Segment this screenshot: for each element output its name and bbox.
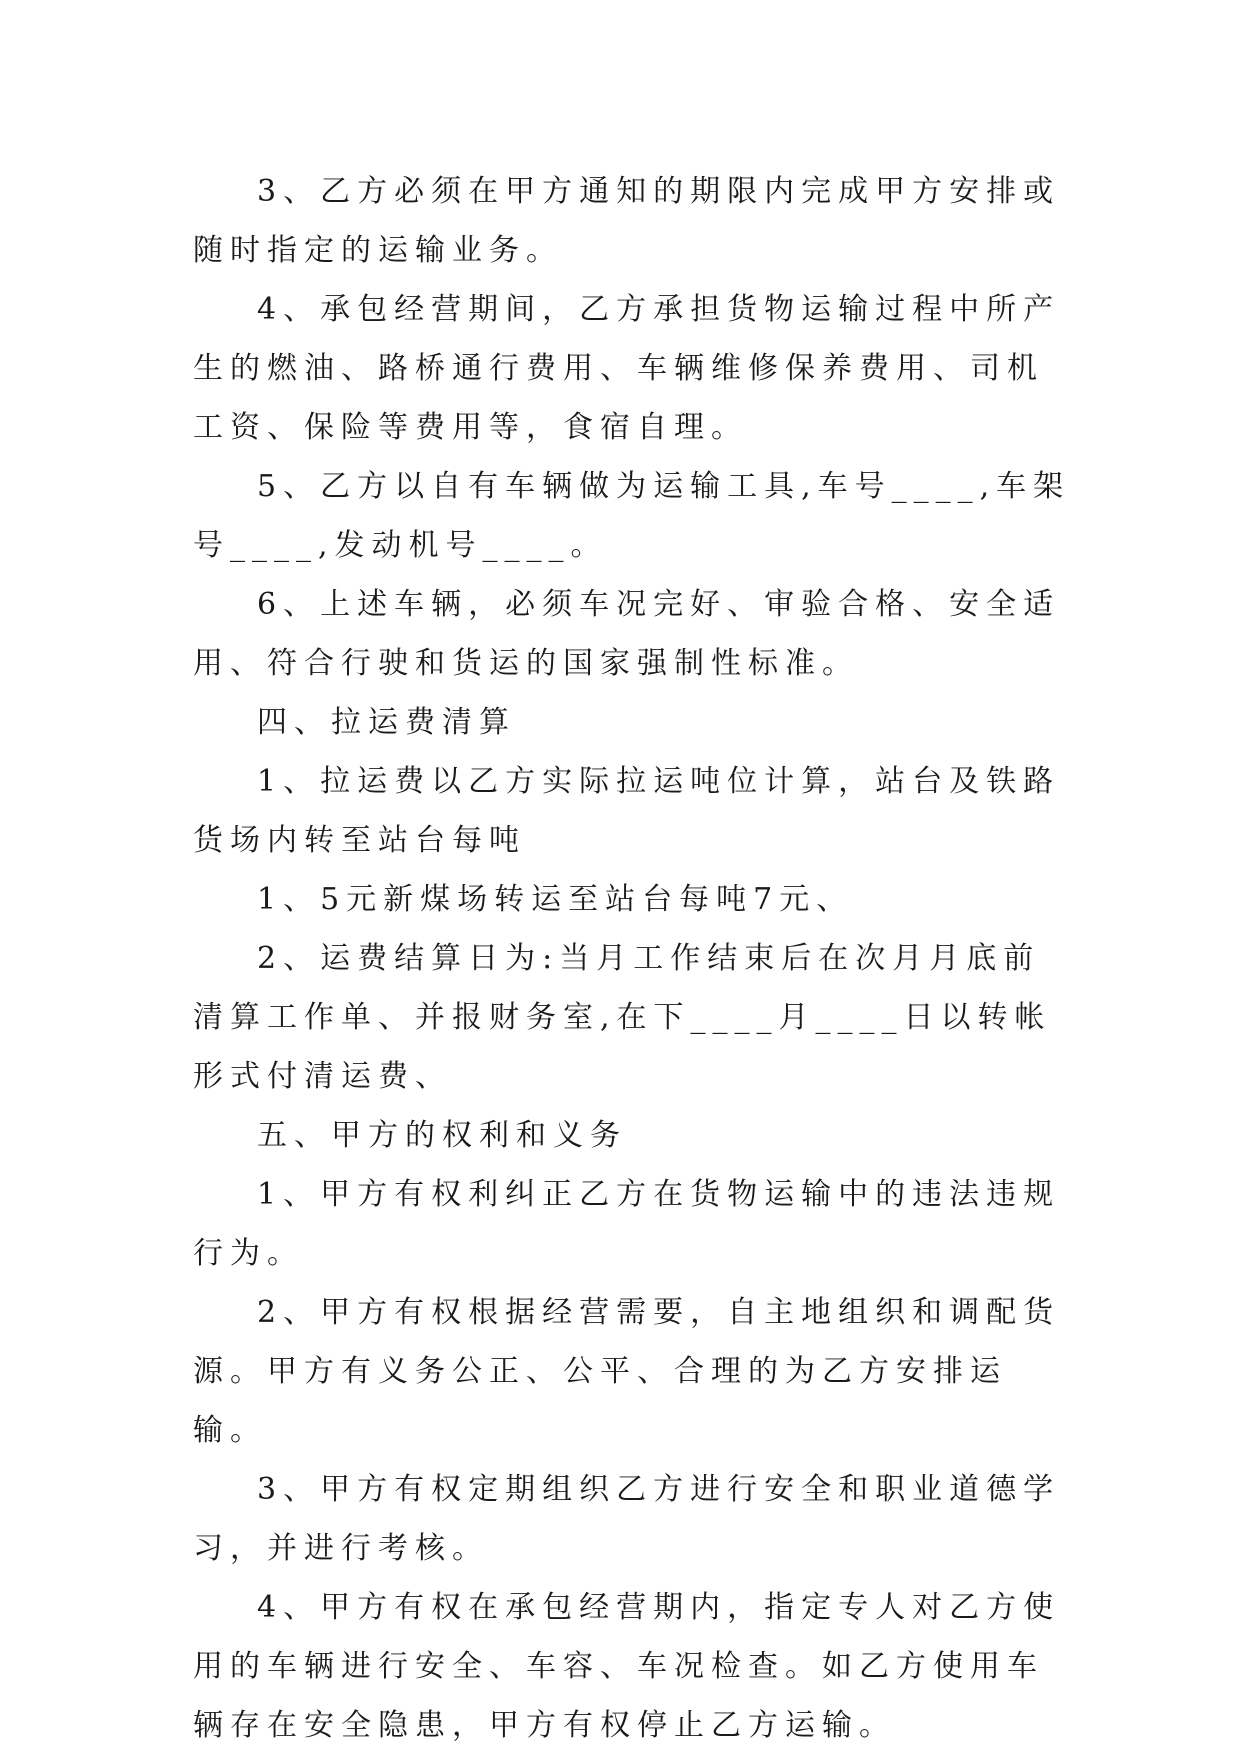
paragraph: 1、5元新煤场转运至站台每吨7元、 bbox=[257, 882, 854, 917]
section-heading: 五、甲方的权利和义务 bbox=[257, 1118, 627, 1153]
section-heading: 四、拉运费清算 bbox=[257, 705, 516, 740]
paragraph: 2、甲方有权根据经营需要，自主地组织和调配货源。甲方有义务公正、公平、合理的为乙方安排运输。 bbox=[193, 1295, 1061, 1448]
paragraph: 2、运费结算日为:当月工作结束后在次月月底前清算工作单、并报财务室,在下____月____日以转帐形式付清运费、 bbox=[193, 941, 1052, 1094]
paragraph: 5、乙方以自有车辆做为运输工具,车号____,车架号____,发动机号____。 bbox=[193, 469, 1071, 563]
paragraph: 4、承包经营期间，乙方承担货物运输过程中所产生的燃油、路桥通行费用、车辆维修保养费用、司机工资、保险等费用等，食宿自理。 bbox=[193, 292, 1061, 445]
paragraph: 1、甲方有权利纠正乙方在货物运输中的违法违规行为。 bbox=[193, 1177, 1061, 1271]
paragraph: 6、上述车辆，必须车况完好、审验合格、安全适用、符合行驶和货运的国家强制性标准。 bbox=[193, 587, 1061, 681]
document-body bbox=[193, 162, 1073, 1755]
paragraph: 4、甲方有权在承包经营期内，指定专人对乙方使用的车辆进行安全、车容、车况检查。如乙方使用车辆存在安全隐患，甲方有权停止乙方运输。 bbox=[193, 1590, 1061, 1743]
paragraph: 1、拉运费以乙方实际拉运吨位计算，站台及铁路货场内转至站台每吨 bbox=[193, 764, 1061, 858]
paragraph: 3、乙方必须在甲方通知的期限内完成甲方安排或随时指定的运输业务。 bbox=[193, 174, 1061, 268]
paragraph: 3、甲方有权定期组织乙方进行安全和职业道德学习，并进行考核。 bbox=[193, 1472, 1061, 1566]
